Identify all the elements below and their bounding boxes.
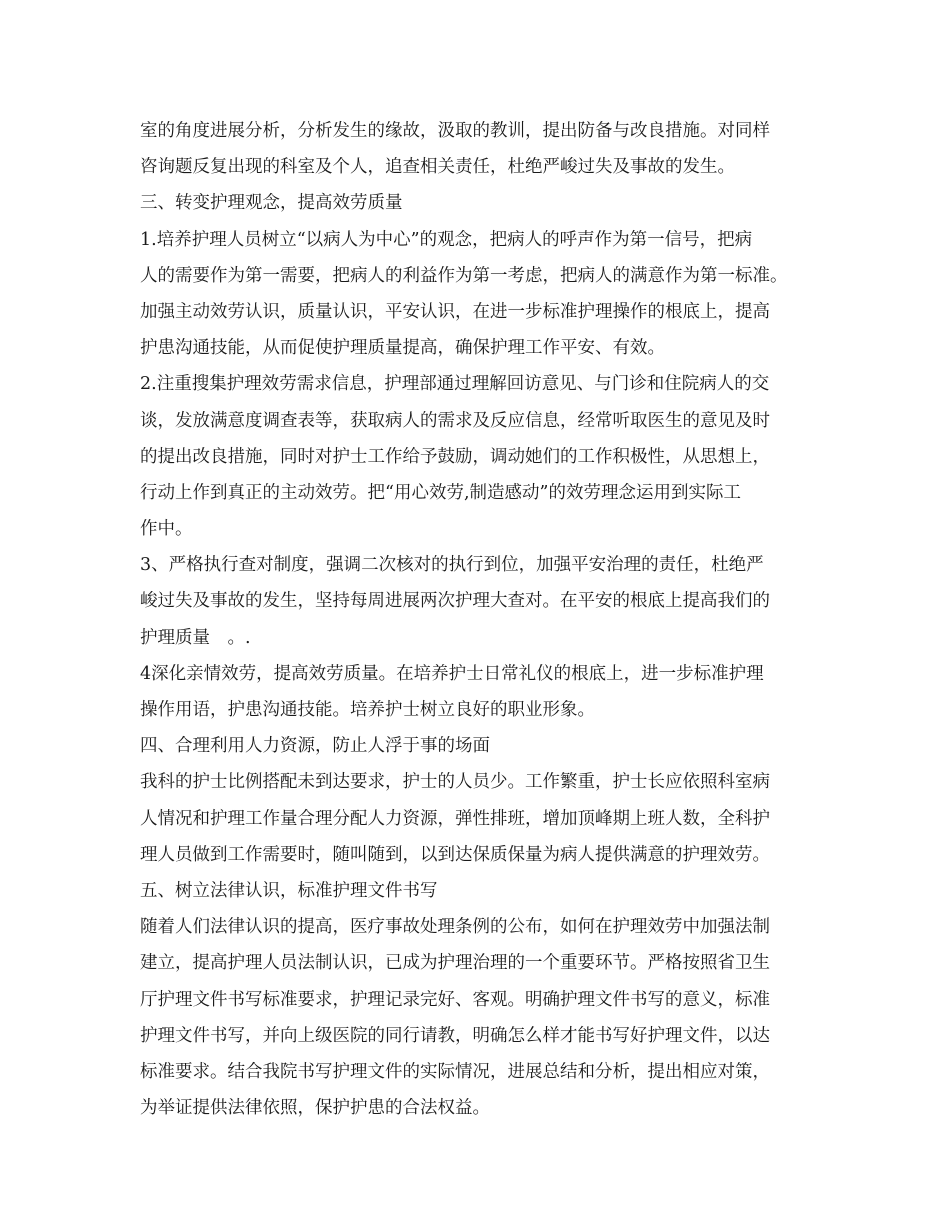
section-heading: 三、转变护理观念，提高效劳质量 [140,193,403,214]
text-line: 理人员做到工作需要时，随叫随到，以到达保质保量为病人提供满意的护理效劳。 [140,844,770,865]
text-line: 室的角度进展分析，分析发生的缘故，汲取的教训，提出防备与改良措施。对同样 [140,121,770,141]
text-line: 人情况和护理工作量合理分配人力资源，弹性排班，增加顶峰期上班人数，全科护 [140,808,770,829]
text-line: 护理文件书写，并向上级医院的同行请教，明确怎么样才能书写好护理文件，以达 [140,1025,770,1046]
text-line: 谈，发放满意度调查表等，获取病人的需求及反应信息，经常听取医生的意见及时 [140,410,770,431]
text-line: 加强主动效劳认识，质量认识，平安认识，在进一步标准护理操作的根底上，提高 [140,301,770,322]
text-line: 的提出改良措施，同时对护士工作给予鼓励，调动她们的工作积极性，从思想上， [140,446,770,467]
document-page [140,113,830,1126]
text-line: 咨询题反复出现的科室及个人，追查相关责任，杜绝严峻过失及事故的发生。 [140,157,735,178]
text-line: 操作用语，护患沟通技能。培养护士树立良好的职业形象。 [140,700,595,720]
text-line: 建立，提高护理人员法制认识，已成为护理治理的一个重要环节。严格按照省卫生 [140,953,770,974]
text-line: 随着人们法律认识的提高，医疗事故处理条例的公布，如何在护理效劳中加强法制 [140,917,770,938]
text-line: 标准要求。结合我院书写护理文件的实际情况，进展总结和分析，提出相应对策， [140,1061,770,1082]
text-line: 2.注重搜集护理效劳需求信息，护理部通过理解回访意见、与门诊和住院病人的交 [140,374,770,395]
text-line: 行动上作到真正的主动效劳。把“用心效劳,制造感动”的效劳理念运用到实际工 [140,482,741,503]
text-line: 峻过失及事故的发生，坚持每周进展两次护理大查对。在平安的根底上提高我们的 [140,591,770,612]
text-line: 护患沟通技能，从而促使护理质量提高，确保护理工作平安、有效。 [140,338,665,359]
text-line: 人的需要作为第一需要，把病人的利益作为第一考虑，把病人的满意作为第一标准。 [140,265,788,286]
text-line: 1.培养护理人员树立“以病人为中心”的观念，把病人的呼声作为第一信号，把病 [140,229,753,250]
text-line: 护理质量 。. [140,627,251,648]
text-line: 作中。 [140,519,193,540]
section-heading: 四、合理利用人力资源，防止人浮于事的场面 [140,736,490,757]
section-heading: 五、树立法律认识，标准护理文件书写 [140,880,438,901]
text-line: 4深化亲情效劳，提高效劳质量。在培养护士日常礼仪的根底上，进一步标准护理 [140,663,764,684]
text-line: 为举证提供法律依照，保护护患的合法权益。 [140,1098,490,1119]
text-line: 3、严格执行查对制度，强调二次核对的执行到位，加强平安治理的责任，杜绝严 [140,555,764,576]
text-line: 我科的护士比例搭配未到达要求，护士的人员少。工作繁重，护士长应依照科室病 [140,772,770,793]
text-line: 厅护理文件书写标准要求，护理记录完好、客观。明确护理文件书写的意义，标准 [140,989,770,1010]
